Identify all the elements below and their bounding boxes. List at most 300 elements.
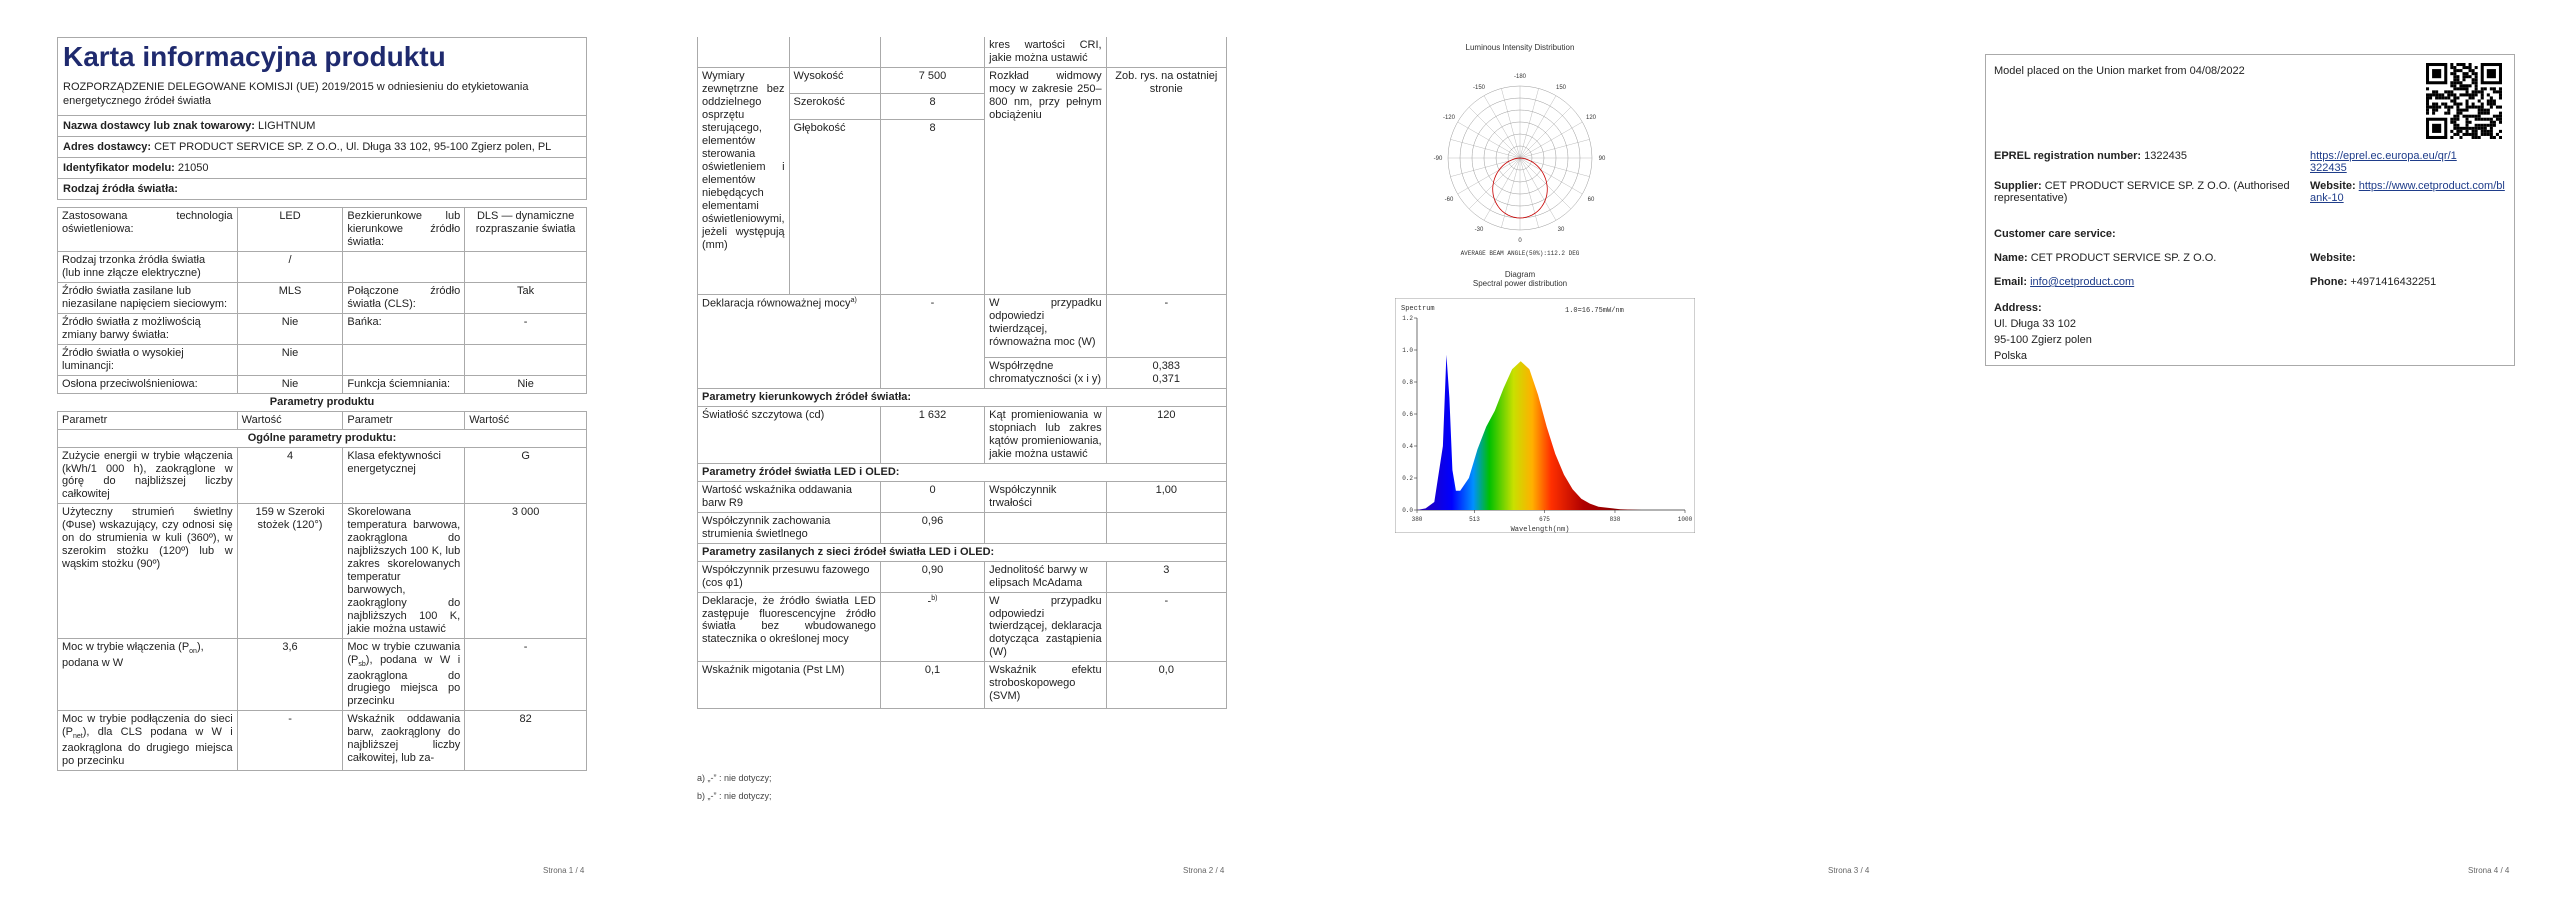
qr-module <box>2462 93 2465 96</box>
cell: Wymiary zewnętrzne bez oddzielnego osprzętu sterującego, elementów sterowania oświetleniem i elementów niebędących elementami oświetleniowymi, jeżeli występują (mm) <box>698 68 790 295</box>
qr-module <box>2478 106 2481 109</box>
cell: Wskaźnik oddawania barw, zaokrąglony do najbliższej liczby całkowitej, lub za- <box>343 711 465 770</box>
qr-module <box>2475 124 2478 127</box>
qr-module <box>2499 87 2502 90</box>
cell: Skorelowana temperatura barwowa, zaokrąglona do najbliższych 100 K, lub zakres skorelowanych temperatur barwowych, zaokrąglony do najbliższych 100 K, jakie można ustawić <box>343 504 465 639</box>
table-row <box>698 512 1227 543</box>
cell: G <box>465 447 587 504</box>
qr-module <box>2481 93 2484 96</box>
section-header: Ogólne parametry produktu: <box>58 429 587 447</box>
qr-module <box>2450 99 2453 102</box>
cell: Bezkierunkowe lub kierunkowe źródło światła: <box>343 208 465 252</box>
qr-module <box>2453 87 2456 90</box>
addr-line: Ul. Długa 33 102 <box>1994 317 2076 330</box>
qr-module <box>2447 90 2450 93</box>
qr-module <box>2499 106 2502 109</box>
qr-module <box>2466 124 2469 127</box>
cell: MLS <box>237 282 343 313</box>
table-row <box>698 481 1227 512</box>
cell: Nie <box>237 344 343 375</box>
cell <box>58 711 238 770</box>
qr-module <box>2481 96 2484 99</box>
cell <box>343 251 465 282</box>
cell: - <box>237 711 343 770</box>
qr-module <box>2450 66 2453 69</box>
qr-module <box>2435 96 2438 99</box>
cell: Użyteczny strumień świetlny (Φuse) wskazujący, czy odnosi się on do strumienia w kuli (360º), w szerokim stożku (120º) lub w wąskim stożku (90º) <box>58 504 238 639</box>
website-row <box>2310 180 2508 204</box>
qr-module <box>2435 103 2438 106</box>
cell <box>343 639 465 711</box>
polar-spoke <box>1458 158 1520 194</box>
qr-module <box>2487 99 2490 102</box>
polar-angle-label: -30 <box>1474 227 1484 234</box>
table-row <box>698 68 1227 94</box>
polar-angle-label: 90 <box>1598 156 1606 162</box>
spec-peak: 1.0=16.75mW/nm <box>1565 307 1624 315</box>
table-row <box>58 344 587 375</box>
cell <box>465 344 587 375</box>
qr-module <box>2447 93 2450 96</box>
qr-module <box>2459 112 2462 115</box>
qr-module <box>2466 90 2469 93</box>
qr-module <box>2441 93 2444 96</box>
qr-module <box>2459 130 2462 133</box>
qr-module <box>2487 109 2490 112</box>
qr-module <box>2459 127 2462 130</box>
cell: - <box>880 295 984 358</box>
cell <box>1106 512 1226 543</box>
table-row <box>698 406 1227 463</box>
qr-module <box>2453 75 2456 78</box>
cell <box>698 358 881 389</box>
cell: Wskaźnik migotania (Pst LM) <box>698 662 881 709</box>
qr-module <box>2462 127 2465 130</box>
qr-module <box>2435 109 2438 112</box>
qr-module <box>2426 99 2429 102</box>
section-header: Parametry produktu <box>58 393 587 411</box>
qr-module <box>2469 84 2472 87</box>
qr-module <box>2481 87 2484 90</box>
eprel-card <box>1985 54 2515 366</box>
qr-finder <box>2432 124 2441 133</box>
cell <box>58 251 238 282</box>
qr-module <box>2453 81 2456 84</box>
qr-module <box>2481 124 2484 127</box>
email-link[interactable]: info@cetproduct.com <box>2030 276 2135 288</box>
cell <box>985 512 1106 543</box>
qr-module <box>2493 90 2496 93</box>
qr-module <box>2447 96 2450 99</box>
qr-module <box>2490 118 2493 121</box>
cell: Źródło światła z możliwością zmiany barwy światła: <box>58 313 238 344</box>
y-tick-label: 0.4 <box>1402 443 1413 450</box>
qr-module <box>2426 93 2429 96</box>
qr-module <box>2481 118 2484 121</box>
qr-module <box>2472 103 2475 106</box>
qr-module <box>2472 72 2475 75</box>
cell: 1 632 <box>880 406 984 463</box>
qr-module <box>2426 103 2429 106</box>
qr-module <box>2475 130 2478 133</box>
qr-module <box>2432 109 2435 112</box>
qr-module <box>2469 69 2472 72</box>
cell-text: Moc w trybie czuwania (P <box>347 641 461 667</box>
qr-module <box>2456 63 2459 66</box>
cell: 8 <box>880 94 984 120</box>
qr-module <box>2456 81 2459 84</box>
qr-module <box>2478 109 2481 112</box>
cell: Bańka: <box>343 313 465 344</box>
qr-module <box>2469 93 2472 96</box>
cell: Źródło światła zasilane lub niezasilane napięciem sieciowym: <box>58 282 238 313</box>
cell: 3,6 <box>237 639 343 711</box>
header-box <box>57 37 587 200</box>
page-number: Strona 1 / 4 <box>543 866 585 875</box>
polar-title: Luminous Intensity Distribution <box>1465 43 1575 52</box>
qr-module <box>2444 106 2447 109</box>
qr-module <box>2432 90 2435 93</box>
x-tick-label: 513 <box>1469 516 1480 523</box>
cell: Zużycie energii w trybie włączenia (kWh/1 000 h), zaokrąglone w górę do najbliższej liczby całkowitej <box>58 447 238 504</box>
polar-spoke <box>1458 122 1520 158</box>
qr-module <box>2472 115 2475 118</box>
page-1 <box>0 0 640 905</box>
cell: 3 <box>1106 561 1226 592</box>
qr-module <box>2475 72 2478 75</box>
spec-label: Spectrum <box>1401 305 1435 313</box>
polar-angle-label: 120 <box>1586 115 1597 121</box>
qr-module <box>2466 106 2469 109</box>
polar-angle-label: -60 <box>1444 197 1454 203</box>
qr-module <box>2499 121 2502 124</box>
cell <box>58 639 238 711</box>
qr-module <box>2462 75 2465 78</box>
qr-module <box>2456 127 2459 130</box>
supplier-row <box>1994 180 2294 204</box>
supplier-value: LIGHTNUM <box>258 120 316 133</box>
cell: Jednolitość barwy w elipsach McAdama <box>985 561 1106 592</box>
polar-angle-label: -120 <box>1442 115 1455 121</box>
table-row <box>698 358 1227 389</box>
cell: Rozkład widmowy mocy w zakresie 250–800 nm, przy pełnym obciążeniu <box>985 68 1106 295</box>
cell: Współczynnik trwałości <box>985 481 1106 512</box>
cell: 120 <box>1106 406 1226 463</box>
cell: 0,96 <box>880 512 984 543</box>
cell <box>789 37 880 68</box>
qr-module <box>2459 93 2462 96</box>
table-row <box>698 662 1227 709</box>
qr-module <box>2450 106 2453 109</box>
qr-module <box>2478 124 2481 127</box>
table-row <box>698 543 1227 561</box>
qr-module <box>2459 136 2462 139</box>
qr-module <box>2456 69 2459 72</box>
cell: Światłość szczytowa (cd) <box>698 406 881 463</box>
table-row <box>698 561 1227 592</box>
qr-module <box>2456 96 2459 99</box>
qr-module <box>2453 93 2456 96</box>
cell: 3 000 <box>465 504 587 639</box>
qr-code-icon[interactable] <box>2426 63 2502 139</box>
polar-spoke <box>1520 122 1582 158</box>
qr-module <box>2456 109 2459 112</box>
table-row <box>58 282 587 313</box>
qr-module <box>2459 69 2462 72</box>
polar-spoke <box>1469 158 1520 209</box>
cell: 0,1 <box>880 662 984 709</box>
care-header: Customer care service: <box>1994 228 2116 240</box>
qr-module <box>2466 66 2469 69</box>
qr-module <box>2487 118 2490 121</box>
phone-row <box>2310 276 2436 288</box>
qr-module <box>2493 87 2496 90</box>
qr-module <box>2481 106 2484 109</box>
cell-text: 0,383 <box>1152 360 1181 372</box>
qr-module <box>2472 93 2475 96</box>
cell-text: on <box>189 648 197 656</box>
supplier-label: Nazwa dostawcy lub znak towarowy: <box>63 120 255 133</box>
qr-module <box>2432 106 2435 109</box>
cell: W przypadku odpowiedzi twierdzącej, deklaracja dotycząca zastąpienia (W) <box>985 592 1106 662</box>
qr-module <box>2481 103 2484 106</box>
qr-module <box>2462 87 2465 90</box>
qr-module <box>2472 96 2475 99</box>
cell-text: ), podana w W <box>62 641 204 669</box>
cell-text: Moc w trybie włączenia (P <box>62 641 190 654</box>
cell: Wskaźnik efektu stroboskopowego (SVM) <box>985 662 1106 709</box>
name-value: CET PRODUCT SERVICE SP. Z O.O. <box>2030 252 2217 264</box>
qr-module <box>2496 106 2499 109</box>
table-row <box>698 295 1227 358</box>
qr-module <box>2450 121 2453 124</box>
type-table <box>57 207 587 771</box>
qr-module <box>2472 81 2475 84</box>
qr-module <box>2450 90 2453 93</box>
x-tick-label: 675 <box>1539 516 1550 523</box>
email-row <box>1994 276 2134 288</box>
page-number: Strona 4 / 4 <box>2468 866 2510 875</box>
cell: - <box>1106 592 1226 662</box>
polar-spoke <box>1469 107 1520 158</box>
qr-module <box>2462 63 2465 66</box>
qr-module <box>2456 78 2459 81</box>
qr-module <box>2475 115 2478 118</box>
qr-module <box>2469 75 2472 78</box>
qr-module <box>2469 121 2472 124</box>
cell: Nie <box>237 375 343 393</box>
spectral-title: Spectral power distribution <box>1472 279 1568 288</box>
qr-module <box>2472 130 2475 133</box>
qr-module <box>2462 115 2465 118</box>
qr-module <box>2453 103 2456 106</box>
polar-footer: AVERAGE BEAM ANGLE(50%):112.2 DEG <box>1460 250 1580 257</box>
qr-module <box>2453 78 2456 81</box>
qr-module <box>2426 96 2429 99</box>
table-row <box>58 313 587 344</box>
qr-module <box>2459 63 2462 66</box>
qr-module <box>2499 130 2502 133</box>
qr-module <box>2499 96 2502 99</box>
cell: Zob. rys. na ostatniej stronie <box>1106 68 1226 295</box>
table-row <box>58 429 587 447</box>
column-header: Parametr <box>343 411 465 429</box>
qr-module <box>2456 112 2459 115</box>
cell <box>698 37 790 68</box>
cell-text: a) <box>850 297 857 304</box>
y-tick-label: 0.2 <box>1402 475 1413 482</box>
qr-module <box>2490 127 2493 130</box>
qr-module <box>2490 133 2493 136</box>
qr-module <box>2453 124 2456 127</box>
qr-module <box>2429 96 2432 99</box>
table-row <box>58 504 587 639</box>
column-header: Wartość <box>237 411 343 429</box>
polar-grid <box>1434 74 1606 244</box>
polar-diagram <box>1430 58 1610 258</box>
qr-module <box>2466 118 2469 121</box>
qr-module <box>2475 93 2478 96</box>
qr-module <box>2466 99 2469 102</box>
qr-module <box>2450 72 2453 75</box>
cell-text: net <box>73 733 83 741</box>
qr-module <box>2456 115 2459 118</box>
table-row <box>58 411 587 429</box>
cell: - <box>465 313 587 344</box>
qr-module <box>2496 118 2499 121</box>
qr-module <box>2472 69 2475 72</box>
qr-module <box>2487 130 2490 133</box>
qr-module <box>2472 127 2475 130</box>
qr-module <box>2475 133 2478 136</box>
phone-label: Phone: <box>2310 276 2348 288</box>
qr-module <box>2466 72 2469 75</box>
y-tick-label: 1.0 <box>1402 347 1413 354</box>
qr-module <box>2475 118 2478 121</box>
polar-spoke <box>1484 96 1520 158</box>
qr-module <box>2490 106 2493 109</box>
cell-text: Moc w trybie podłączenia do sieci (P <box>62 713 233 739</box>
cell: / <box>237 251 343 282</box>
name-label: Name: <box>1994 252 2028 264</box>
qr-module <box>2450 130 2453 133</box>
qr-module <box>2472 136 2475 139</box>
cell <box>343 344 465 375</box>
cell: - <box>1106 295 1226 358</box>
cell: Nie <box>465 375 587 393</box>
qr-module <box>2484 87 2487 90</box>
qr-module <box>2441 96 2444 99</box>
sup-value: CET PRODUCT SERVICE SP. Z O.O. (Authorised representative) <box>1994 180 2290 204</box>
cell-text: (lub inne złącze elektryczne) <box>62 266 201 279</box>
qr-module <box>2456 87 2459 90</box>
cell: 7 500 <box>880 68 984 94</box>
qr-module <box>2453 84 2456 87</box>
qr-module <box>2475 66 2478 69</box>
qr-module <box>2475 87 2478 90</box>
qr-module <box>2466 87 2469 90</box>
qr-module <box>2490 121 2493 124</box>
cell: Funkcja ściemniania: <box>343 375 465 393</box>
qr-module <box>2432 112 2435 115</box>
qr-module <box>2462 133 2465 136</box>
qr-module <box>2462 84 2465 87</box>
qr-module <box>2447 106 2450 109</box>
polar-angle-label: 60 <box>1587 197 1595 203</box>
cell-text: ), dla CLS podana w W i zaokrąglona do drugiego miejsca po przecinku <box>62 726 233 767</box>
cell: Głębokość <box>789 120 880 295</box>
polar-spoke <box>1520 158 1571 209</box>
qr-module <box>2462 78 2465 81</box>
qr-module <box>2450 63 2453 66</box>
section-header: Parametry kierunkowych źródeł światła: <box>698 388 1227 406</box>
qr-module <box>2493 136 2496 139</box>
table-row <box>58 375 587 393</box>
qr-module <box>2466 133 2469 136</box>
table-row <box>698 463 1227 481</box>
cell <box>465 251 587 282</box>
polar-spoke <box>1520 158 1582 194</box>
addr-line: Polska <box>1994 349 2028 362</box>
page-3 <box>1280 0 1920 905</box>
qr-module <box>2444 103 2447 106</box>
website-link[interactable]: https://www.cetproduct.com/blank-10 <box>2310 180 2505 204</box>
qr-module <box>2426 112 2429 115</box>
cell-text: Deklaracja równoważnej mocy <box>702 297 851 310</box>
qr-module <box>2432 103 2435 106</box>
qr-module <box>2481 112 2484 115</box>
table-row <box>58 208 587 252</box>
eprel-link[interactable]: https://eprel.ec.europa.eu/qr/1322435 <box>2310 150 2457 174</box>
address-label: Adres dostawcy: <box>63 141 152 154</box>
column-header: Wartość <box>465 411 587 429</box>
addr-line: 95-100 Zgierz polen <box>1994 333 2092 346</box>
qr-module <box>2429 106 2432 109</box>
cell: Deklaracje, że źródło światła LED zastępuje fluorescencyjne źródło światła bez wbudowanego statecznika o określonej mocy <box>698 592 881 662</box>
addr-label: Address: <box>1994 302 2042 314</box>
qr-module <box>2456 118 2459 121</box>
qr-module <box>2456 75 2459 78</box>
phone-value: +4971416432251 <box>2350 276 2437 288</box>
qr-module <box>2499 115 2502 118</box>
qr-module <box>2435 90 2438 93</box>
qr-module <box>2478 118 2481 121</box>
cell: 0,90 <box>880 561 984 592</box>
qr-module <box>2466 103 2469 106</box>
qr-module <box>2447 112 2450 115</box>
qr-module <box>2475 81 2478 84</box>
polar-angle-label: -90 <box>1433 156 1443 162</box>
qr-module <box>2499 93 2502 96</box>
qr-module <box>2441 103 2444 106</box>
qr-module <box>2450 118 2453 121</box>
qr-module <box>2456 124 2459 127</box>
cell-text: b) <box>931 594 938 602</box>
spec-table <box>697 37 1227 709</box>
qr-module <box>2490 130 2493 133</box>
x-tick-label: 1000 <box>1677 516 1693 523</box>
regulation-text: ROZPORZĄDZENIE DELEGOWANE KOMISJI (UE) 2019/2015 w odniesieniu do etykietowania energetycznego źródeł światła <box>58 76 586 117</box>
qr-module <box>2469 63 2472 66</box>
qr-module <box>2456 130 2459 133</box>
qr-module <box>2472 78 2475 81</box>
qr-module <box>2450 93 2453 96</box>
cell <box>1106 358 1226 389</box>
qr-module <box>2447 109 2450 112</box>
qr-module <box>2469 127 2472 130</box>
qr-module <box>2466 115 2469 118</box>
cell: - <box>465 639 587 711</box>
